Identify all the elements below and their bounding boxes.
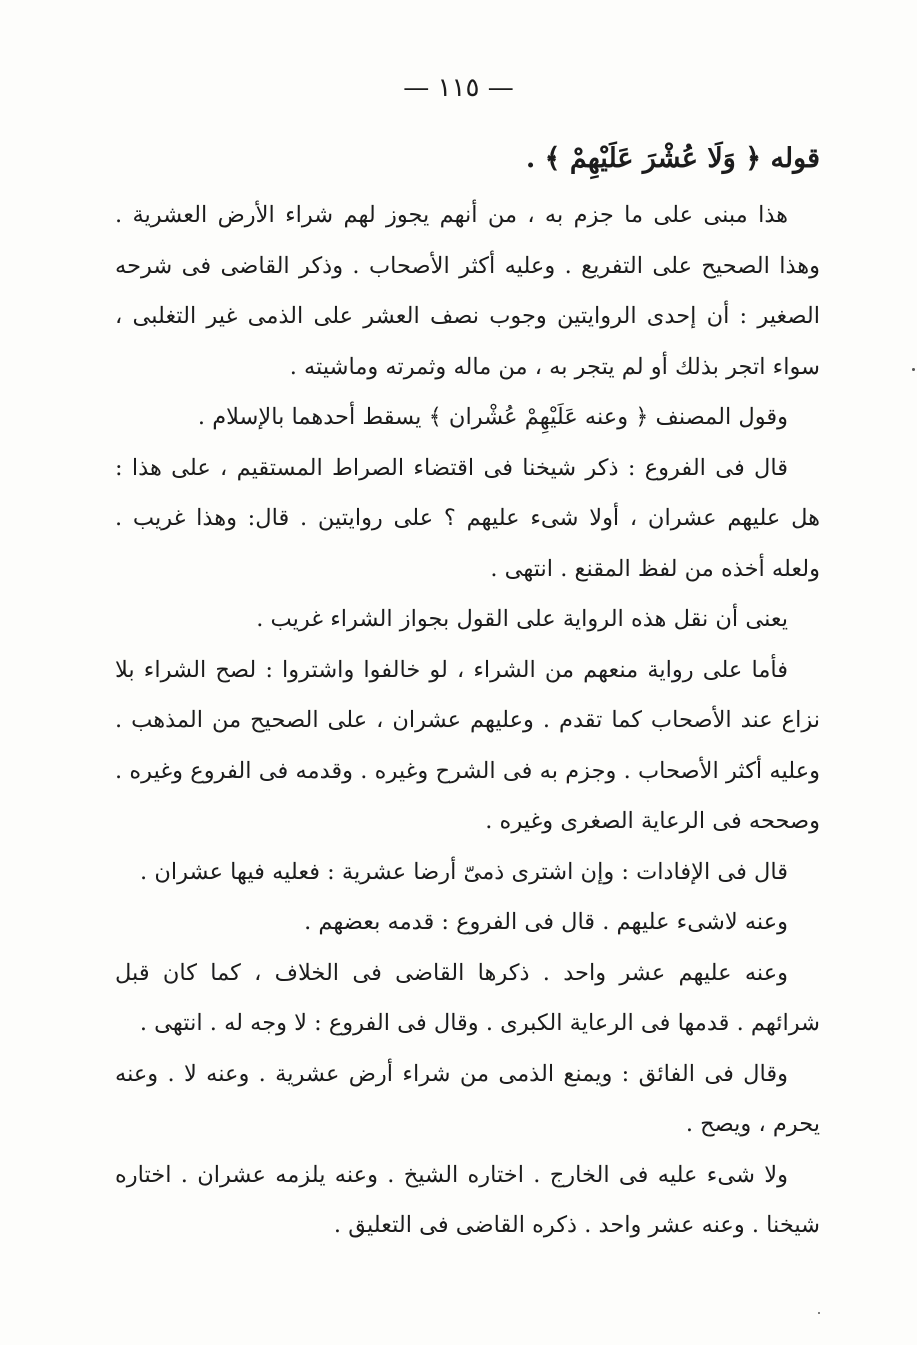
scan-speck [912, 368, 915, 371]
paragraph: وقال فى الفائق : ويمنع الذمى من شراء أرض عشرية . وعنه لا . وعنه يحرم ، ويصح . [115, 1060, 820, 1137]
paragraph: قال فى الإفادات : وإن اشترى ذمىّ أرضا عشرية : فعليه فيها عشران . [140, 858, 788, 885]
paragraph: قال فى الفروع : ذكر شيخنا فى اقتضاء الصراط المستقيم ، على هذا : هل عليهم عشران ، أولا شىء عليهم ؟ على روايتين . قال: وهذا غريب . ولعله أخذه من لفظ المقنع . انتهى . [115, 454, 820, 582]
paragraph: ولا شىء عليه فى الخارج . اختاره الشيخ . وعنه يلزمه عشران . اختاره شيخنا . وعنه عشر واحد . ذكره القاضى فى التعليق . [115, 1161, 820, 1238]
paragraph: وقول المصنف ﴿ وعنه عَلَيْهِمْ عُشْران ﴾ يسقط أحدهما بالإسلام . [197, 404, 788, 430]
paragraph: وعنه لاشىء عليهم . قال فى الفروع : قدمه بعضهم . [304, 909, 788, 935]
scan-speck [818, 1312, 820, 1314]
paragraph: فأما على رواية منعهم من الشراء ، لو خالفوا واشتروا : لصح الشراء بلا نزاع عند الأصحاب كما تقدم . وعليهم عشران ، على الصحيح من المذهب . وعليه أكثر الأصحاب . وجزم به فى الشرح وغيره . وقدمه فى الفروع وغيره . وصححه فى الرعاية الصغرى وغيره . [115, 656, 820, 834]
page-number: — ١١٥ — [403, 73, 514, 103]
paragraph: هذا مبنى على ما جزم به ، من أنهم يجوز لهم شراء الأرض العشرية . وهذا الصحيح على التفريع . وعليه أكثر الأصحاب . وذكر القاضى فى شرحه الصغير : أن إحدى الروايتين وجوب نصف العشر على الذمى غير التغلبى ، سواء اتجر بذلك أو لم يتجر به ، من ماله وثمرته وماشيته . [115, 202, 820, 380]
paragraph: وعنه عليهم عشر واحد . ذكرها القاضى فى الخلاف ، كما كان قبل شرائهم . قدمها فى الرعاية الكبرى . وقال فى الفروع : لا وجه له . انتهى . [115, 959, 820, 1036]
page-body [115, 138, 820, 1251]
paragraph: يعنى أن نقل هذه الرواية على القول بجواز الشراء غريب . [256, 606, 788, 632]
section-heading: قوله ﴿ وَلَا عُشْرَ عَلَيْهِمْ ﴾ . [525, 143, 820, 174]
